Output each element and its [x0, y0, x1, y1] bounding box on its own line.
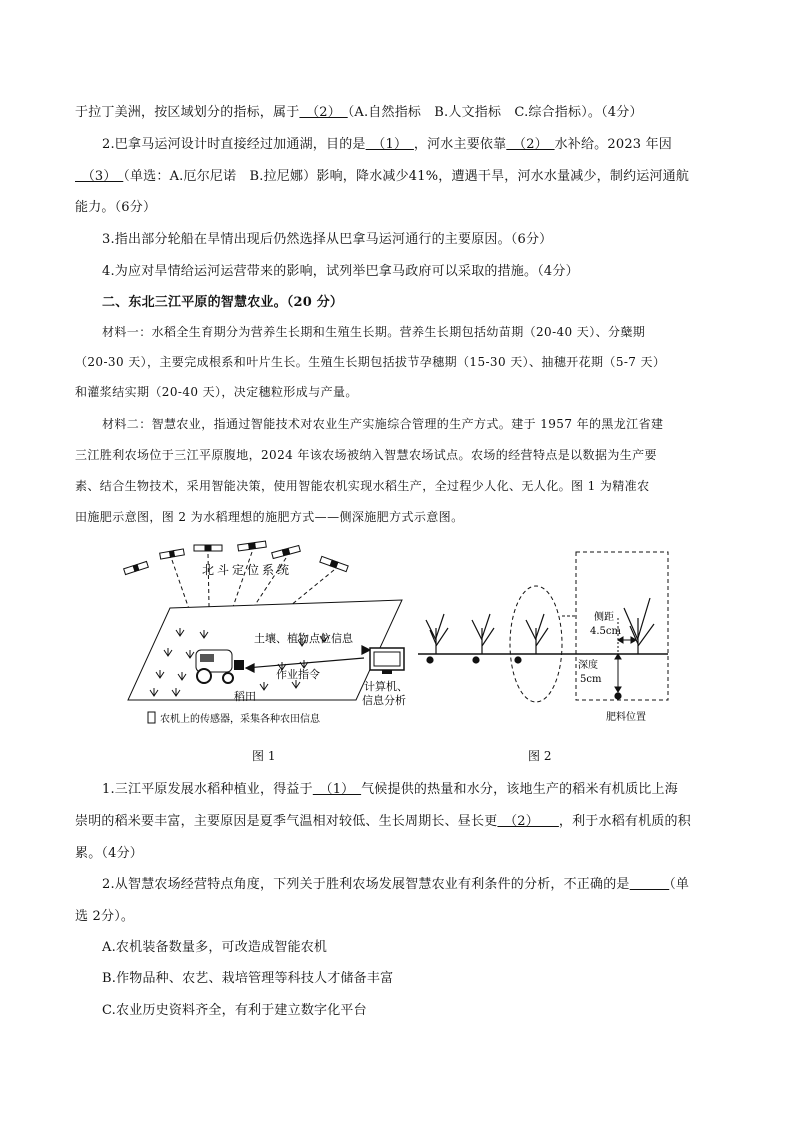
text-line: 累。（4分）	[75, 846, 143, 861]
soil-info-label: 土壤、植物点位信息	[254, 632, 353, 645]
text-line	[102, 133, 672, 152]
sensor-icon	[148, 712, 155, 723]
figure-1-caption: 图 1	[252, 749, 276, 763]
material-2-line: 三江胜利农场位于三江平原腹地，2024 年该农场被纳入智慧农场试点。农场的经营特点是以数据为生产要	[75, 448, 657, 462]
figure-2-caption: 图 2	[528, 749, 552, 763]
depth-label: 深度	[578, 660, 598, 671]
computer-label-1: 计算机、	[364, 680, 408, 693]
text-line: 能力。（6分）	[75, 200, 157, 215]
text-line	[75, 101, 643, 120]
answer-blank	[630, 877, 670, 892]
text: 于拉丁美洲，按区域划分的指标，属于	[75, 105, 300, 120]
text-line	[102, 778, 678, 797]
text-line	[102, 873, 689, 892]
side-distance-label: 侧距	[594, 612, 614, 623]
section-heading: 二、东北三江平原的智慧农业。（20 分）	[102, 295, 344, 310]
figure-1-precision-fertilization	[120, 540, 420, 735]
answer-blank: （3）	[75, 169, 124, 184]
material-1-line: 和灌浆结实期（20-40 天），决定穗粒形成与产量。	[75, 385, 358, 399]
text: （A.自然指标 B.人文指标 C.综合指标）。（4分）	[347, 105, 643, 120]
material-1-line: （20-30 天），主要完成根系和叶片生长。生殖生长期包括拔节孕穗期（15-30 天）、抽穗开花期（5-7 天）	[75, 355, 666, 369]
text: ，利于水稻有机质的积	[558, 814, 691, 829]
text: 2.从智慧农场经营特点角度，下列关于胜利农场发展智慧农业有利条件的分析，不正确的是	[102, 877, 630, 892]
side-distance-value: 4.5cm	[590, 626, 621, 637]
material-1-line: 材料一：水稻全生育期分为营养生长期和生殖生长期。营养生长期包括幼苗期（20-40 天）、分蘖期	[102, 325, 646, 339]
command-label: 作业指令	[276, 668, 320, 681]
option-b: B.作物品种、农艺、栽培管理等科技人才储备丰富	[102, 971, 394, 986]
material-2-line: 素、结合生物技术，采用智能决策，使用智能农机实现水稻生产，全过程少人化、无人化。图 1 为精准农	[75, 479, 650, 493]
computer-label-2: 信息分析	[362, 694, 406, 707]
field-label: 稻田	[234, 690, 256, 703]
option-c: C.农业历史资料齐全，有利于建立数字化平台	[102, 1003, 367, 1018]
option-a: A.农机装备数量多，可改造成智能农机	[102, 940, 328, 955]
text: 2.巴拿马运河设计时直接经过加通湖，目的是	[102, 137, 366, 152]
material-2-line: 材料二：智慧农业，指通过智能技术对农业生产实施综合管理的生产方式。建于 1957 年的黑龙江省建	[102, 417, 664, 431]
text: 水补给。2023 年因	[554, 137, 672, 152]
answer-blank: （2）	[299, 105, 348, 120]
depth-value: 5cm	[580, 674, 602, 685]
question-4: 4.为应对旱情给运河运营带来的影响，试列举巴拿马政府可以采取的措施。（4分）	[102, 264, 579, 279]
text-line	[75, 810, 691, 829]
text: 气候提供的热量和水分，该地生产的稻米有机质比上海	[361, 782, 678, 797]
text: 1.三江平原发展水稻种植业，得益于	[102, 782, 313, 797]
answer-blank: （1）	[365, 137, 414, 152]
text: ，河水主要依靠	[413, 137, 507, 152]
figure-2-side-deep-fertilization	[418, 548, 678, 728]
answer-blank: （2）	[506, 137, 555, 152]
answer-blank: （1）	[312, 782, 362, 797]
computer-icon	[370, 648, 404, 674]
rice-field	[128, 600, 402, 700]
fertilizer-position-label: 肥料位置	[606, 712, 646, 723]
text-line: 选 2分）。	[75, 909, 135, 924]
text: 崇明的稻米要丰富，主要原因是夏季气温相对较低、生长周期长、昼长更	[75, 814, 498, 829]
material-2-line: 田施肥示意图，图 2 为水稻理想的施肥方式——侧深施肥方式示意图。	[75, 510, 464, 524]
text: （单选：A.厄尔尼诺 B.拉尼娜）影响，降水减少41%，遭遇干旱，河水水量减少，制约运河通航	[123, 169, 690, 184]
beidou-label: 北斗定位系统	[202, 563, 293, 577]
rice-plants	[426, 598, 654, 699]
text: （单	[669, 877, 690, 892]
text-line	[75, 165, 689, 184]
sensor-legend: 农机上的传感器，采集各种农田信息	[160, 714, 320, 725]
question-3: 3.指出部分轮船在旱情出现后仍然选择从巴拿马运河通行的主要原因。（6分）	[102, 232, 553, 247]
answer-blank: （2）	[497, 814, 559, 829]
